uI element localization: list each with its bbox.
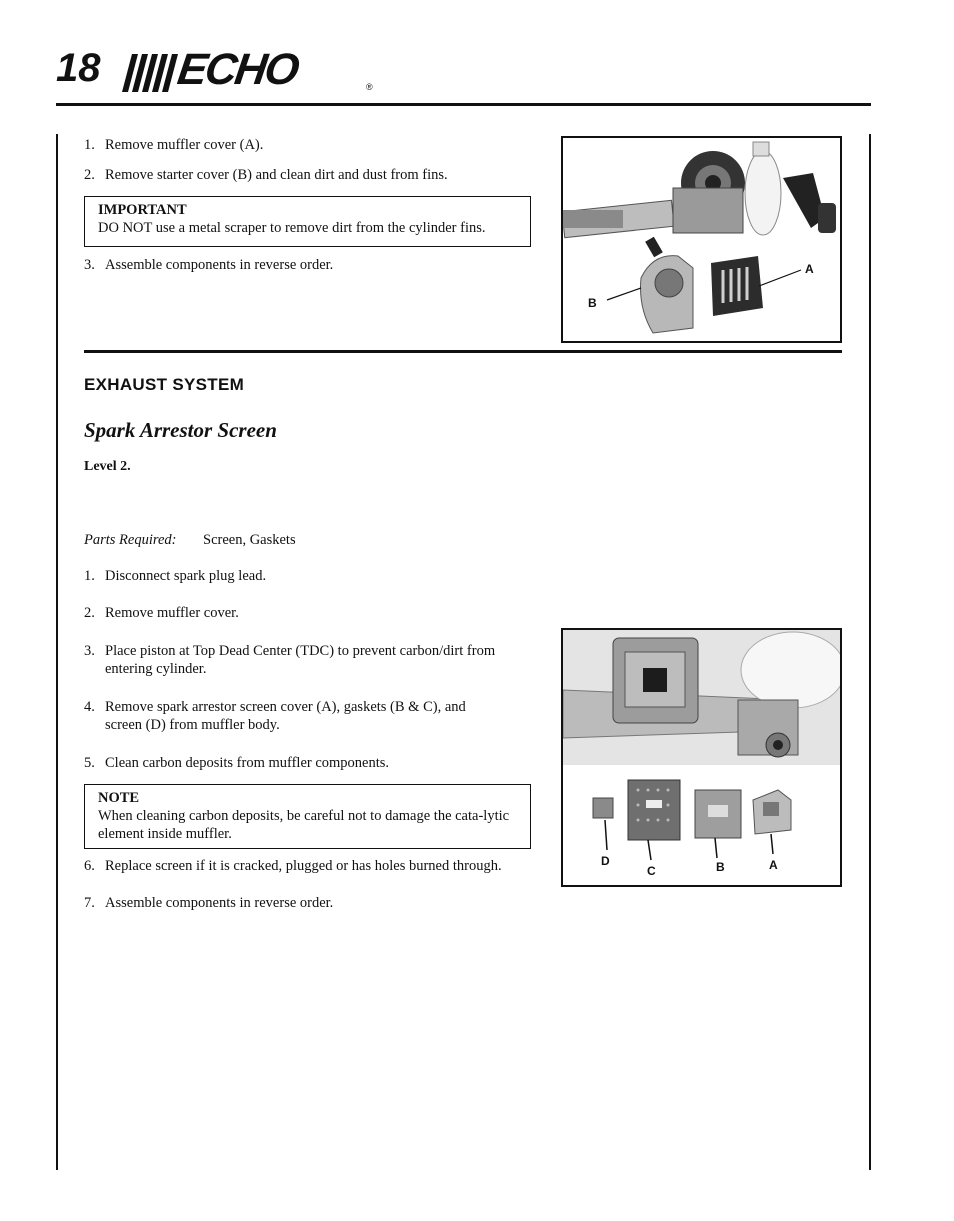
step-number: 5. (84, 755, 95, 771)
step-number: 3. (84, 643, 95, 659)
logo-stripes-icon (118, 50, 178, 96)
step-number: 3. (84, 257, 95, 273)
step-number: 1. (84, 137, 95, 153)
page-number: 18 (56, 46, 101, 90)
note-text: When cleaning carbon deposits, be careful not to damage the cata-lytic element inside muffler. (98, 808, 510, 842)
step-number: 1. (84, 568, 95, 584)
echo-logo (118, 45, 380, 94)
step-text: Remove muffler cover (A). (105, 137, 264, 153)
callout-b: B (716, 860, 725, 874)
note-title: NOTE (98, 790, 140, 806)
callout-d: D (601, 854, 610, 868)
step-text: Remove spark arrestor screen cover (A), gaskets (B & C), and screen (D) from muffler body. (105, 699, 466, 733)
spark-arrestor-illustration (563, 630, 840, 885)
figure-engine-covers (561, 136, 842, 343)
step-text: Remove starter cover (B) and clean dirt and dust from fins. (105, 167, 448, 183)
engine-covers-illustration (563, 138, 840, 341)
important-title: IMPORTANT (98, 202, 187, 218)
logo-text: ECHO (174, 45, 301, 94)
parts-label: Parts Required: (84, 532, 177, 548)
registered-mark: ® (366, 82, 373, 92)
step-number: 7. (84, 895, 95, 911)
callout-a: A (769, 858, 778, 872)
important-box (84, 196, 531, 247)
callout-c: C (647, 864, 656, 878)
sub-heading: Spark Arrestor Screen (84, 418, 277, 442)
right-margin-rule (869, 134, 871, 1170)
important-text: DO NOT use a metal scraper to remove dirt from the cylinder fins. (98, 220, 486, 236)
step-number: 6. (84, 858, 95, 874)
figure-spark-arrestor (561, 628, 842, 887)
page-header (56, 44, 870, 106)
step-text: Place piston at Top Dead Center (TDC) to prevent carbon/dirt from entering cylinder. (105, 643, 496, 677)
level-label: Level 2. (84, 459, 131, 474)
parts-required (84, 532, 296, 549)
step-text: Replace screen if it is cracked, plugged or has holes burned through. (105, 858, 502, 874)
step-text: Assemble components in reverse order. (105, 895, 334, 911)
section-rule (84, 350, 842, 353)
step-text: Clean carbon deposits from muffler components. (105, 755, 390, 771)
section-heading: EXHAUST SYSTEM (84, 375, 245, 394)
callout-a: A (805, 262, 814, 276)
callout-b: B (588, 296, 597, 310)
step-number: 2. (84, 167, 95, 183)
step-text: Disconnect spark plug lead. (105, 568, 267, 584)
step-text: Assemble components in reverse order. (105, 257, 334, 273)
left-margin-rule (56, 134, 58, 1170)
parts-value: Screen, Gaskets (203, 532, 296, 548)
step-text: Remove muffler cover. (105, 605, 239, 621)
step-number: 4. (84, 699, 95, 715)
header-rule (56, 103, 871, 106)
step-number: 2. (84, 605, 95, 621)
note-box (84, 784, 531, 849)
